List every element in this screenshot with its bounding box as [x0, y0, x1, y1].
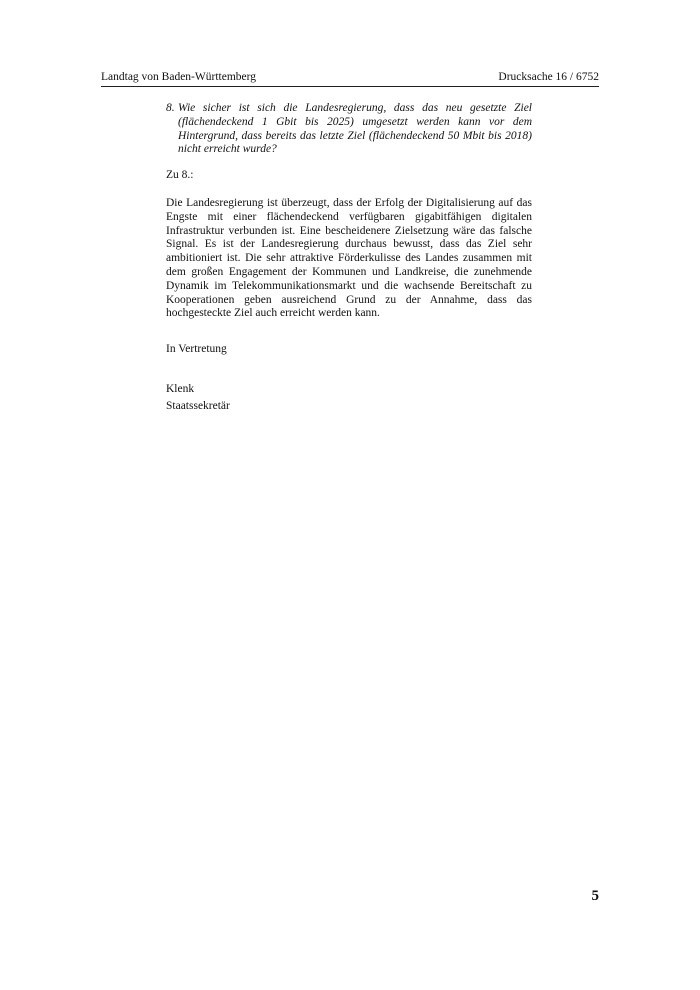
signer-role: Staatssekretär — [166, 399, 230, 412]
signer-name: Klenk — [166, 382, 195, 395]
question-block — [166, 102, 532, 157]
question-text: Wie sicher ist sich die Landesregierung, dass das neu gesetzte Ziel (flächendeckend 1 Gbit bis 2025) umgesetzt werden kann vor dem Hintergrund, dass bereits das letzte Ziel (flächendeckend 50 Mbit bis 2018) nicht erreicht wurde? — [178, 102, 532, 156]
header-divider — [101, 86, 599, 87]
answer-heading: Zu 8.: — [166, 169, 194, 182]
document-body — [166, 102, 532, 414]
page-number: 5 — [591, 888, 599, 904]
answer-text: Die Landesregierung ist überzeugt, dass der Erfolg der Digitalisierung auf das Engste mit einer flächendeckend verfügbaren gigabitfähigen digitalen Infrastruktur verbunden ist. Eine bescheidenere Zielsetzung wäre das falsche Signal. Es ist der Landesregierung durchaus bewusst, dass das Ziel sehr ambitioniert ist. Die sehr attraktive Förderkulisse des Landes zusammen mit dem großen Engagement der Kommunen und Landkreise, die zunehmende Dynamik im Telekommunikationsmarkt und die wachsende Bereitschaft zu Kooperationen geben ausreichend Grund zu der Annahme, dass das hochgesteckte Ziel auch erreicht werden kann. — [166, 196, 532, 320]
question-number: 8. — [166, 102, 175, 114]
header-title: Landtag von Baden-Württemberg — [101, 71, 256, 83]
signoff-phrase: In Vertretung — [166, 343, 227, 356]
document-number: Drucksache 16 / 6752 — [498, 71, 599, 83]
